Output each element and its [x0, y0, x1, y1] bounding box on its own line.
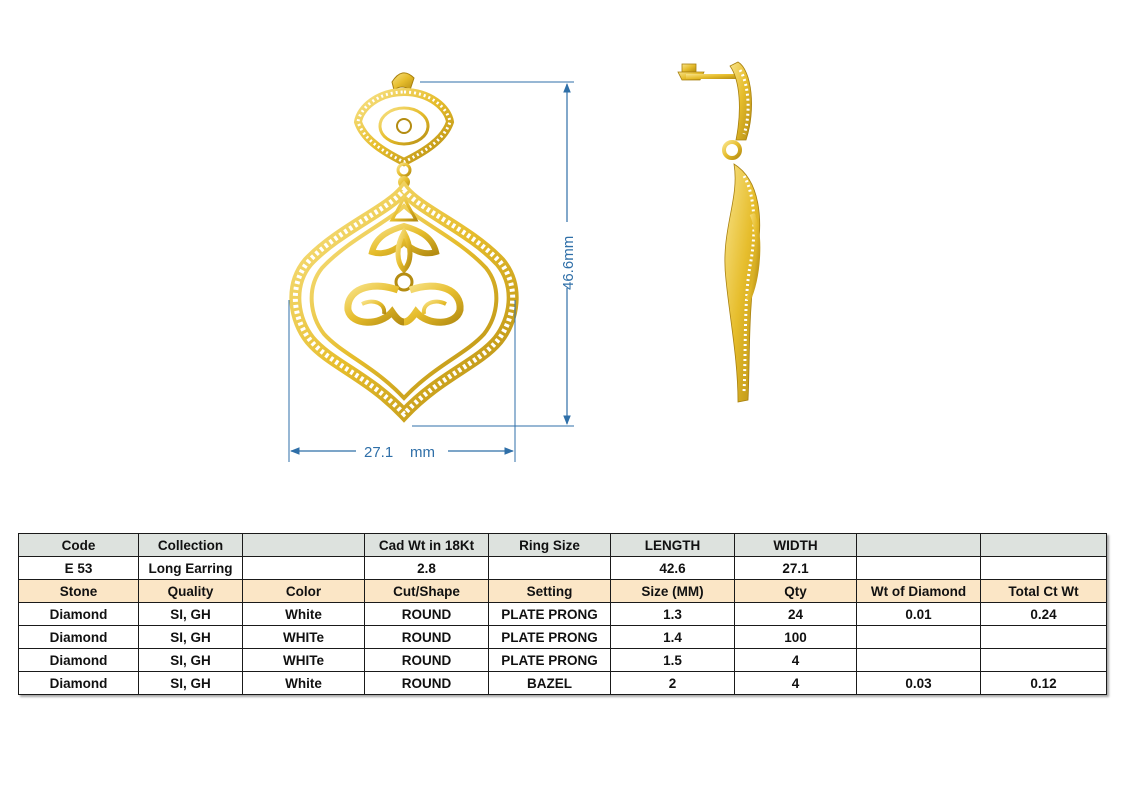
earring-front-view	[295, 73, 512, 414]
table-cell	[489, 557, 611, 580]
table-cell: 100	[735, 626, 857, 649]
table-cell: 2.8	[365, 557, 489, 580]
table-row	[19, 626, 1107, 649]
table-cell: White	[243, 603, 365, 626]
stone-header-row	[19, 580, 1107, 603]
table-cell	[857, 649, 981, 672]
header-cell: Setting	[489, 580, 611, 603]
table-cell: SI, GH	[139, 603, 243, 626]
table-row	[19, 603, 1107, 626]
table-cell: Diamond	[19, 649, 139, 672]
header-cell	[243, 534, 365, 557]
table-cell: 0.24	[981, 603, 1107, 626]
table-cell: 0.12	[981, 672, 1107, 695]
table-row	[19, 649, 1107, 672]
header-cell: Qty	[735, 580, 857, 603]
table-cell: 1.4	[611, 626, 735, 649]
header-cell: Quality	[139, 580, 243, 603]
header-cell: Stone	[19, 580, 139, 603]
table-cell: ROUND	[365, 626, 489, 649]
table-cell: WHITe	[243, 626, 365, 649]
table-cell: PLATE PRONG	[489, 626, 611, 649]
header-cell: Color	[243, 580, 365, 603]
table-cell	[981, 626, 1107, 649]
table-cell: 27.1	[735, 557, 857, 580]
table-cell: ROUND	[365, 649, 489, 672]
header-cell: Collection	[139, 534, 243, 557]
table-cell	[857, 626, 981, 649]
table-cell: Diamond	[19, 603, 139, 626]
table-cell: 0.03	[857, 672, 981, 695]
header-cell: Cut/Shape	[365, 580, 489, 603]
width-value: 27.1	[364, 444, 394, 461]
header-cell: Wt of Diamond	[857, 580, 981, 603]
table-cell: White	[243, 672, 365, 695]
header-cell: LENGTH	[611, 534, 735, 557]
height-label: 46.6mm	[560, 235, 577, 290]
table-row	[19, 672, 1107, 695]
table-cell: 4	[735, 649, 857, 672]
header-cell: Size (MM)	[611, 580, 735, 603]
header-cell: Total Ct Wt	[981, 580, 1107, 603]
earring-side-view	[678, 62, 760, 402]
header-cell: Cad Wt in 18Kt	[365, 534, 489, 557]
table-cell: SI, GH	[139, 649, 243, 672]
table-cell: Diamond	[19, 672, 139, 695]
table-cell	[243, 557, 365, 580]
table-cell: 0.01	[857, 603, 981, 626]
table-cell: 2	[611, 672, 735, 695]
header-cell: WIDTH	[735, 534, 857, 557]
table-cell: Long Earring	[139, 557, 243, 580]
table-cell: WHITe	[243, 649, 365, 672]
table-cell: 4	[735, 672, 857, 695]
specification-table	[18, 533, 1107, 695]
header-cell	[857, 534, 981, 557]
product-header-row	[19, 534, 1107, 557]
header-cell: Code	[19, 534, 139, 557]
table-cell	[981, 557, 1107, 580]
table-cell: PLATE PRONG	[489, 603, 611, 626]
table-cell: E 53	[19, 557, 139, 580]
table-cell: 1.5	[611, 649, 735, 672]
table-cell: 24	[735, 603, 857, 626]
table-cell: ROUND	[365, 672, 489, 695]
table-cell: BAZEL	[489, 672, 611, 695]
table-cell: SI, GH	[139, 672, 243, 695]
width-unit: mm	[410, 444, 435, 461]
table-cell: 42.6	[611, 557, 735, 580]
table-cell: SI, GH	[139, 626, 243, 649]
table-cell	[981, 649, 1107, 672]
table-cell: 1.3	[611, 603, 735, 626]
header-cell: Ring Size	[489, 534, 611, 557]
table-cell: PLATE PRONG	[489, 649, 611, 672]
product-info-row	[19, 557, 1107, 580]
table-cell: ROUND	[365, 603, 489, 626]
table-cell	[857, 557, 981, 580]
header-cell	[981, 534, 1107, 557]
table-cell: Diamond	[19, 626, 139, 649]
